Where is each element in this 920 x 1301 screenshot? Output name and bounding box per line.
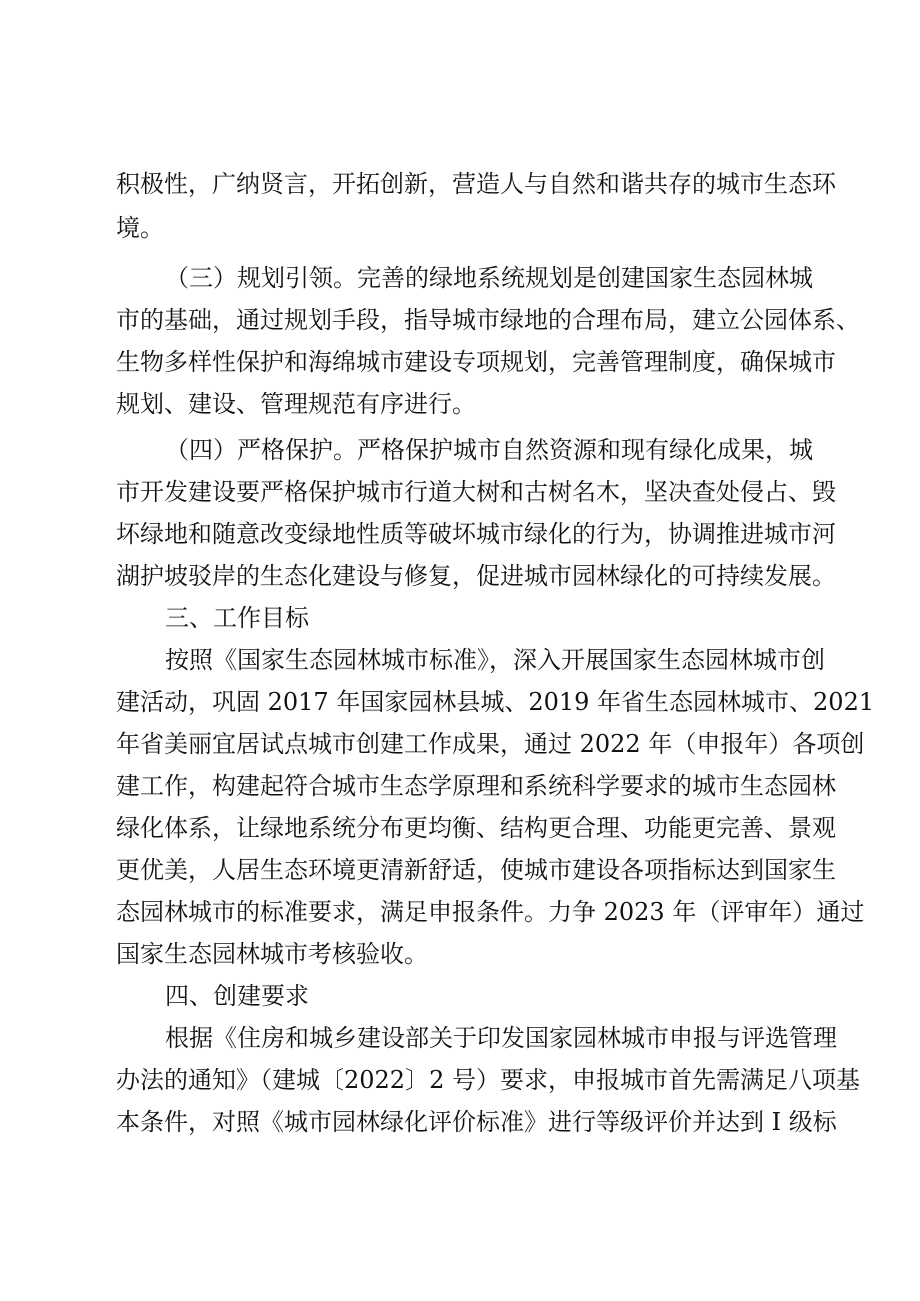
paragraph-line: 态园林城市的标准要求，满足申报条件。力争 2023 年（评审年）通过 <box>116 898 865 926</box>
paragraph-line: 根据《住房和城乡建设部关于印发国家园林城市申报与评选管理 <box>165 1024 837 1052</box>
paragraph-line: 绿化体系，让绿地系统分布更均衡、结构更合理、功能更完善、景观 <box>116 814 836 842</box>
section-heading: 三、工作目标 <box>165 604 309 632</box>
paragraph-line: 积极性，广纳贤言，开拓创新，营造人与自然和谐共存的城市生态环 <box>116 170 836 198</box>
paragraph-line: 市开发建设要严格保护城市行道大树和古树名木，坚决查处侵占、毁 <box>116 478 836 506</box>
paragraph-line: （三）规划引领。完善的绿地系统规划是创建国家生态园林城 <box>165 264 813 292</box>
paragraph-line: 湖护坡驳岸的生态化建设与修复，促进城市园林绿化的可持续发展。 <box>116 562 836 590</box>
paragraph-line: 境。 <box>116 214 164 242</box>
paragraph-line: 建工作，构建起符合城市生态学原理和系统科学要求的城市生态园林 <box>116 772 836 800</box>
paragraph-line: 建活动，巩固 2017 年国家园林县城、2019 年省生态园林城市、2021 <box>116 688 875 716</box>
paragraph-line: （四）严格保护。严格保护城市自然资源和现有绿化成果，城 <box>165 436 813 464</box>
paragraph-line: 按照《国家生态园林城市标准》，深入开展国家生态园林城市创 <box>165 646 825 674</box>
section-heading: 四、创建要求 <box>165 982 309 1010</box>
paragraph-line: 国家生态园林城市考核验收。 <box>116 940 428 968</box>
paragraph-line: 更优美，人居生态环境更清新舒适，使城市建设各项指标达到国家生 <box>116 856 836 884</box>
paragraph-line: 年省美丽宜居试点城市创建工作成果，通过 2022 年（申报年）各项创 <box>116 730 865 758</box>
paragraph-line: 市的基础，通过规划手段，指导城市绿地的合理布局，建立公园体系、 <box>116 306 860 334</box>
paragraph-line: 规划、建设、管理规范有序进行。 <box>116 390 476 418</box>
paragraph-line: 坏绿地和随意改变绿地性质等破坏城市绿化的行为，协调推进城市河 <box>116 520 836 548</box>
paragraph-line: 生物多样性保护和海绵城市建设专项规划，完善管理制度，确保城市 <box>116 348 836 376</box>
paragraph-line: 本条件，对照《城市园林绿化评价标准》进行等级评价并达到 I 级标 <box>116 1108 837 1136</box>
paragraph-line: 办法的通知》（建城〔2022〕2 号）要求，申报城市首先需满足八项基 <box>116 1066 860 1094</box>
